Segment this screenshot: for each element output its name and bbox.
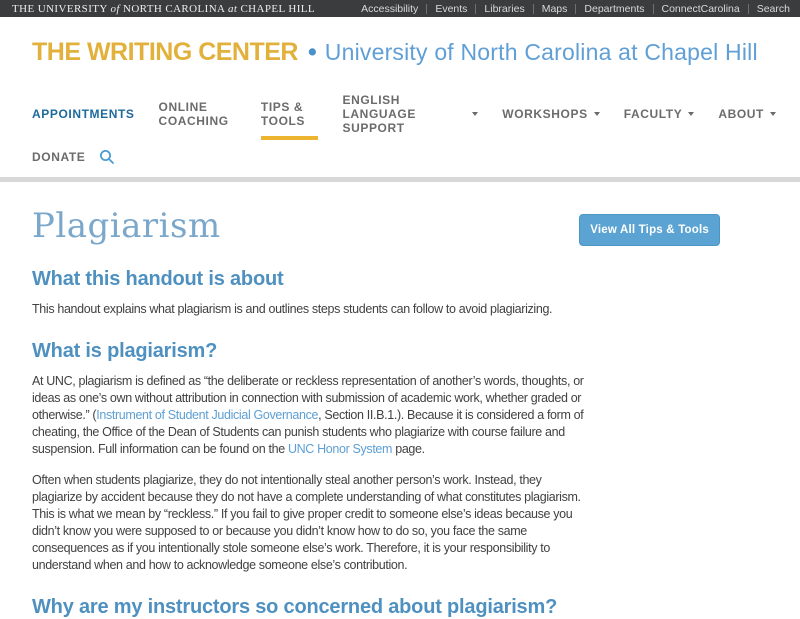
nav-label: ABOUT <box>718 107 764 121</box>
utility-bar <box>0 0 800 17</box>
search-icon[interactable] <box>99 149 115 165</box>
nav-row-2 <box>32 147 800 177</box>
text-segment: , Section II.B.1.). Because it is considered a form of cheating, the Office of the Dean of Students can punish students who plagiarize with course failure and suspension. Full information can be found on the <box>32 408 584 456</box>
bullet-separator-icon: • <box>308 38 317 66</box>
wordmark-part: CHAPEL HILL <box>237 2 316 15</box>
chevron-down-icon <box>594 112 600 116</box>
paragraph-handout-about: This handout explains what plagiarism is and outlines steps students can follow to avoid plagiarizing. <box>32 302 553 316</box>
section-heading-what-is-plagiarism: What is plagiarism? <box>32 340 218 362</box>
chevron-down-icon <box>472 112 478 116</box>
section-heading-instructors-concerned: Why are my instructors so concerned about plagiarism? <box>32 596 558 618</box>
divider <box>533 4 534 14</box>
section-heading-handout-about: What this handout is about <box>32 268 284 290</box>
text-segment: At UNC, plagiarism is defined as “the deliberate or reckless representation of another’s words, thoughts, or ideas as one’s own without attribution in connection with submission of academic work, whether graded or otherwise.” ( <box>32 374 584 422</box>
wordmark-part: at <box>227 2 238 15</box>
link-instrument-judicial-governance[interactable]: Instrument of Student Judicial Governance <box>96 408 319 422</box>
utility-link-accessibility[interactable]: Accessibility <box>361 2 419 15</box>
title-row <box>32 208 720 246</box>
paragraph-definition <box>32 373 588 458</box>
utility-link-departments[interactable]: Departments <box>584 2 645 15</box>
utility-link-connectcarolina[interactable]: ConnectCarolina <box>661 2 740 15</box>
nav-tips-tools[interactable] <box>261 94 319 140</box>
wordmark-part: of <box>110 2 120 15</box>
chevron-down-icon <box>688 112 694 116</box>
nav-label: TIPS & TOOLS <box>260 100 306 128</box>
nav-appointments[interactable] <box>32 101 135 133</box>
utility-link-events[interactable]: Events <box>435 2 468 15</box>
link-unc-honor-system[interactable]: UNC Honor System <box>287 442 393 456</box>
wordmark-part: NORTH CAROLINA <box>119 2 228 15</box>
utility-link-search[interactable]: Search <box>756 2 790 15</box>
nav-faculty[interactable] <box>624 101 695 133</box>
utility-link-maps[interactable]: Maps <box>541 2 568 15</box>
nav-label: ENGLISH LANGUAGE SUPPORT <box>342 93 416 135</box>
nav-label: DONATE <box>32 150 86 164</box>
utility-links <box>361 3 790 15</box>
nav-label: FACULTY <box>623 107 683 121</box>
main-nav <box>0 79 800 177</box>
divider <box>426 4 427 14</box>
nav-label: WORKSHOPS <box>502 107 588 121</box>
university-wordmark[interactable] <box>12 3 315 15</box>
article-plagiarism <box>0 182 800 619</box>
nav-label: ONLINE COACHING <box>158 100 229 128</box>
site-masthead <box>0 17 800 79</box>
utility-link-libraries[interactable]: Libraries <box>484 2 525 15</box>
chevron-down-icon <box>770 112 776 116</box>
wordmark-part: THE UNIVERSITY <box>12 2 111 15</box>
paragraph-accidental-plagiarism: Often when students plagiarize, they do not intentionally steal another person’s work. Instead, they plagiarize by accident because they do not have a complete understanding of what constitutes plagiarism. This is what we mean by “reckless.” If you fail to give proper credit to someone else’s ideas because you didn’t know you were supposed to or because you didn’t know how to do so, you face the same consequences as if you intentionally stole someone else’s work. Therefore, it is your responsibility to understand when and how to acknowledge someone else’s contribution. <box>32 473 581 572</box>
nav-online-coaching[interactable] <box>159 94 237 140</box>
page-title: Plagiarism <box>32 206 221 246</box>
nav-about[interactable] <box>718 101 776 133</box>
divider <box>653 4 654 14</box>
masthead-university-name: University of North Carolina at Chapel Hill <box>324 39 758 65</box>
divider <box>748 4 749 14</box>
view-all-tips-tools-button[interactable]: View All Tips & Tools <box>579 214 720 246</box>
nav-label: APPOINTMENTS <box>32 107 135 121</box>
divider <box>575 4 576 14</box>
divider <box>475 4 476 14</box>
text-segment: page. <box>392 442 425 456</box>
nav-english-language-support[interactable] <box>342 87 478 147</box>
writing-center-logo[interactable]: THE WRITING CENTER <box>32 38 298 66</box>
nav-row-1 <box>32 79 800 147</box>
nav-donate[interactable] <box>32 150 85 164</box>
nav-workshops[interactable] <box>502 101 599 133</box>
